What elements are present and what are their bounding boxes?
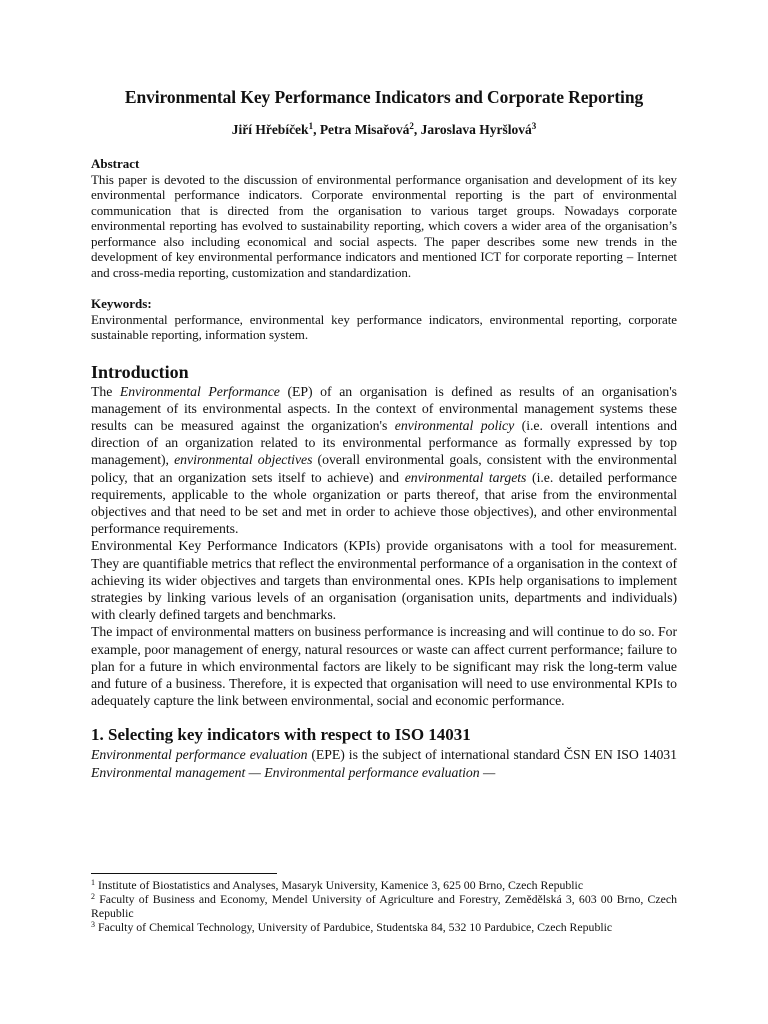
abstract-label: Abstract (91, 156, 140, 171)
footnote-number: 3 (91, 920, 95, 929)
italic-term: environmental objectives (174, 452, 313, 468)
section-1-paragraph (91, 746, 677, 780)
keywords-text: Environmental performance, environmental key performance indicators, environmental reporting, corporate sustainable reporting, information system. (91, 311, 677, 342)
introduction-heading: Introduction (91, 361, 189, 382)
author-separator: , (413, 122, 421, 137)
italic-term: Environmental management — Environmental performance evaluation — (91, 764, 496, 780)
footnote (91, 892, 677, 920)
author-list (91, 121, 677, 139)
footnote-text: Faculty of Chemical Technology, University of Pardubice, Studentska 84, 532 10 Pardubice, Czech Republic (97, 920, 613, 934)
italic-term: environmental policy (394, 417, 515, 433)
text-run: (EP) of an organisation is defined as results of an organisation's management of its environmental aspects. In the context of environmental management systems these results can be measured against the organization's (91, 383, 678, 433)
footnote-number: 2 (91, 892, 95, 901)
footnote (91, 878, 677, 892)
author-name: Petra Misařová (319, 122, 410, 137)
author-separator: , (313, 122, 320, 137)
footnote-text: Institute of Biostatistics and Analyses, Masaryk University, Kamenice 3, 625 00 Brno, Czech Republic (97, 878, 584, 892)
text-run: The (91, 383, 120, 399)
footnote (91, 920, 677, 934)
text-run: (EPE) is the subject of international standard ČSN EN ISO 14031 (307, 747, 678, 763)
italic-term: Environmental performance evaluation (91, 747, 308, 763)
author-affiliation-mark: 1 (308, 121, 314, 131)
paper-title: Environmental Key Performance Indicators and Corporate Reporting (124, 87, 644, 107)
text-run: (overall environmental goals, consistent with the environmental policy, that an organization sets itself to achieve) and (91, 452, 677, 485)
intro-paragraph-3: The impact of environmental matters on business performance is increasing and will continue to do so. For example, poor management of energy, natural resources or waste can affect current performance; failure to plan for a future in which environmental factors are likely to be significant may risk the long-term value and future of a business. Therefore, it is expected that organisation will need to use environmental KPIs to adequately capture the link between environmental, social and economic performance. (91, 624, 677, 709)
footnote-text: Faculty of Business and Economy, Mendel University of Agriculture and Forestry, Zemědělská 3, 603 00 Brno, Czech Republic (91, 892, 677, 920)
abstract-text: This paper is devoted to the discussion of environmental performance organisation and development of its key environmental performance indicators. Corporate environmental reporting is the part of environmental communication that is directed from the organisation to various target groups. Nowadays corporate environmental reporting has evolved to sustainability reporting, which covers a wider area of the organisation’s performance also including economical and social aspects. The paper describes some new trends in the development of key environmental performance indicators and mentioned ICT for corporate reporting – Internet and cross-media reporting, customization and standardization. (91, 171, 677, 280)
footnote-divider (91, 873, 277, 874)
text-run: (i.e. overall intentions and direction of an organization related to its environmental performance as formally expressed by top management), (91, 417, 677, 468)
italic-term: Environmental Performance (119, 383, 280, 399)
keywords-section (91, 296, 677, 343)
author-name: Jaroslava Hyršlová (420, 122, 532, 137)
author-name: Jiří Hřebíček (231, 122, 309, 137)
author-affiliation-mark: 3 (531, 121, 537, 131)
footnotes (91, 878, 677, 934)
footnote-number: 1 (91, 878, 95, 887)
author-affiliation-mark: 2 (409, 121, 414, 131)
keywords-label: Keywords: (91, 296, 152, 311)
page-content (91, 86, 677, 781)
intro-paragraph-1 (91, 383, 677, 538)
abstract-section (91, 156, 677, 280)
section-1-heading: 1. Selecting key indicators with respect to ISO 14031 (91, 725, 471, 745)
text-run: (i.e. detailed performance requirements, applicable to the whole organization or parts thereof, that arise from the environmental objectives and that need to be set and met in order to achieve those objectives), and other environmental performance requirements. (91, 469, 677, 537)
italic-term: environmental targets (404, 469, 527, 485)
intro-paragraph-2: Environmental Key Performance Indicators (KPIs) provide organisatons with a tool for measurement. They are quantifiable metrics that reflect the environmental performance of a organisation in the context of achieving its wider objectives and targets than environmental ones. KPIs help organisations to implement strategies by linking various levels of an organisation (organisation units, departments and individuals) with clearly defined targets and benchmarks. (91, 538, 677, 623)
